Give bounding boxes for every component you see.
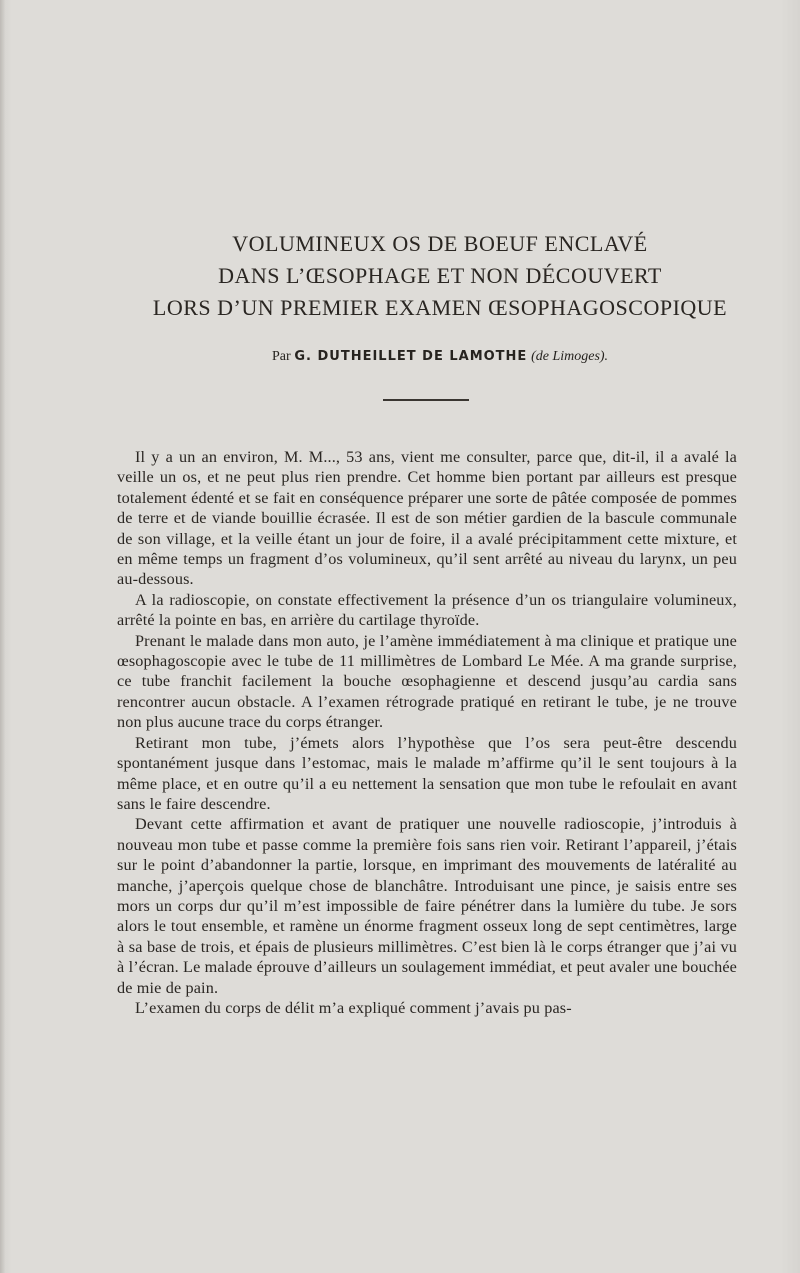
- byline-prefix: Par: [271, 349, 291, 364]
- title-line-3: LORS D’UN PREMIER EXAMEN ŒSOPHAGOSCOPIQUE: [152, 295, 728, 320]
- article-body: [117, 447, 737, 1018]
- paragraph: A la radioscopie, on constate effectivement la présence d’un os triangulaire volumineux, arrêté la pointe en bas, en arrière du cartilage thyroïde.: [117, 590, 737, 630]
- paragraph: L’examen du corps de délit m’a expliqué comment j’avais pu pas-: [135, 998, 572, 1017]
- paragraph: Prenant le malade dans mon auto, je l’amène immédiatement à ma clinique et pratique une œsophagoscopie avec le tube de 11 millimètres de Lombard Le Mée. A ma grande surprise, ce tube franchit facilement la bouche œsophagienne et descend jusqu’au cardia sans rencontrer aucun obstacle. A l’examen rétrograde pratiqué en retirant le tube, je ne trouve non plus aucune trace du corps étranger.: [117, 631, 737, 732]
- paragraph: Il y a un an environ, M. M..., 53 ans, vient me consulter, parce que, dit-il, il a avalé la veille un os, et ne peut plus rien prendre. Cet homme bien portant par ailleurs est presque totalement édenté et se fait en conséquence préparer une sorte de pâtée composée de pommes de terre et de viande bouillie écrasée. Il est de son métier gardien de la bascule communale de son village, et la veille étant un jour de foire, il a avalé précipitamment cette mixture, et en même temps un fragment d’os volumineux, qu’il sent arrêté au niveau du larynx, un peu au-dessous.: [117, 448, 737, 589]
- paragraph: Retirant mon tube, j’émets alors l’hypothèse que l’os sera peut-être descendu spontanément jusque dans l’estomac, mais le malade m’affirme qu’il le sent toujours à la même place, et en outre qu’il a eu nettement la sensation que mon tube le refoulait en avant sans le faire descendre.: [117, 733, 737, 813]
- title-line-2: DANS L’ŒSOPHAGE ET NON DÉCOUVERT: [218, 263, 662, 288]
- byline: [0, 344, 800, 369]
- article-title: [0, 228, 800, 324]
- paragraph: Devant cette affirmation et avant de pratiquer une nouvelle radioscopie, j’introduis à nouveau mon tube et passe comme la première fois sans rien voir. Retirant l’appareil, j’étais sur le point d’abandonner la partie, lorsque, en imprimant des mouvements de latéralité au manche, j’aperçois quelque chose de blanchâtre. Introduisant une pince, je saisis entre ses mors un corps dur qu’il m’est impossible de faire pénétrer dans la lumière du tube. Je sors alors le tout ensemble, et ramène un énorme fragment osseux long de sept centimètres, large à sa base de trois, et épais de plusieurs millimètres. C’est bien là le corps étranger que j’ai vu à l’écran. Le malade éprouve d’ailleurs un soulagement immédiat, et peut avaler une bouchée de mie de pain.: [117, 815, 737, 997]
- author-name: G. DUTHEILLET DE LAMOTHE: [294, 349, 528, 364]
- author-place: (de Limoges).: [531, 349, 609, 364]
- section-divider: [383, 399, 469, 401]
- page-edge-shadow: [0, 0, 5, 1273]
- title-line-1: VOLUMINEUX OS DE BOEUF ENCLAVÉ: [232, 231, 648, 256]
